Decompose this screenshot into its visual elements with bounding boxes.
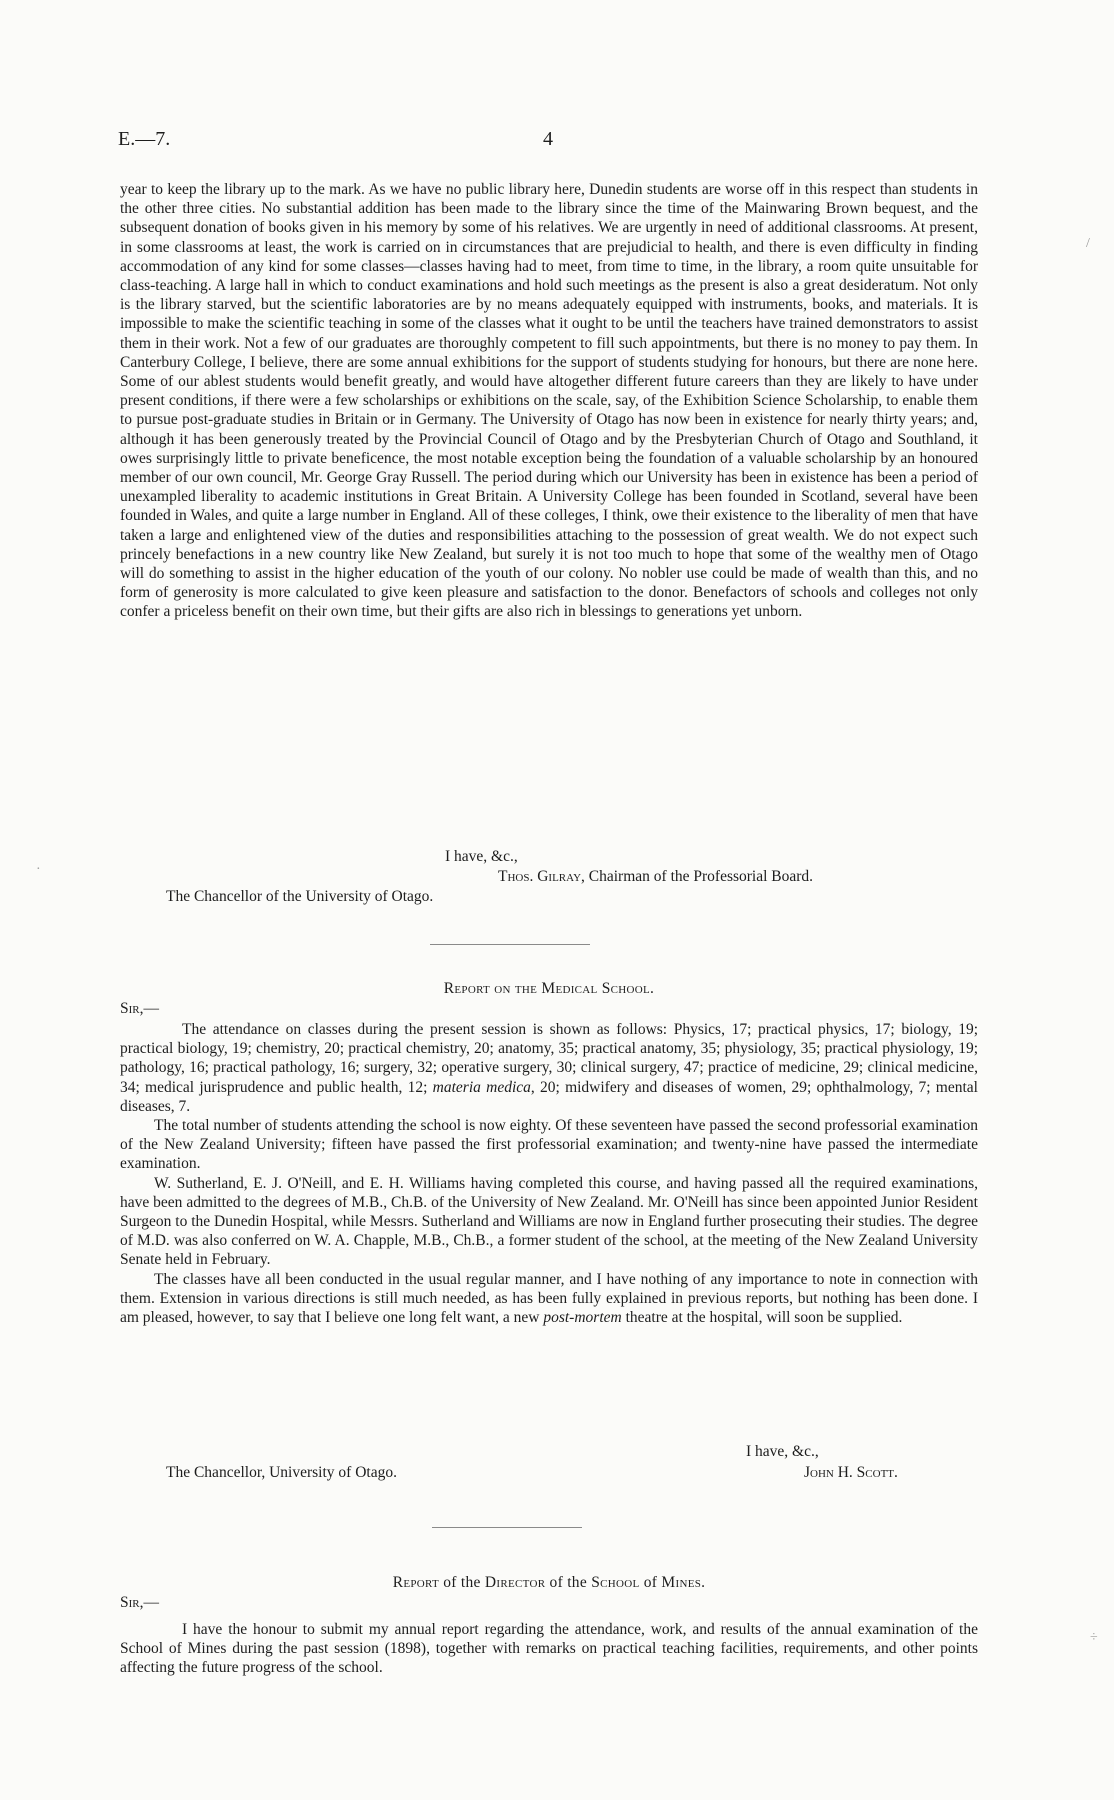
page-number: 4 bbox=[543, 128, 553, 150]
medical-paragraph-students: The total number of students attending the school is now eighty. Of these seventeen have passed the second professorial examination of the New Zealand University; fifteen have passed the first professorial examination; and twenty-nine have passed the intermediate examination. bbox=[120, 1117, 978, 1173]
letter-addressee: The Chancellor of the University of Otago. bbox=[166, 888, 434, 905]
letter-closing: I have, &c., bbox=[445, 848, 518, 865]
signature-title: , Chairman of the Professorial Board. bbox=[581, 868, 814, 885]
heading-of-2: of the bbox=[545, 1574, 592, 1591]
letter-body bbox=[120, 180, 978, 622]
attendance-text: The attendance on classes during the present session is shown as follows: Physics, 17; practical physics, 17; biology, 19; practical biology, 19; chemistry, 20; practical chemistry, 20; anatomy, 35; practical anatomy, 35; physiology, 35; practical physiology, 19; pathology, 16; practical pathology, 16; surgery, 32; operative surgery, 30; clinical surgery, 47; practice of medicine, 29; clinical medicine, 34; medical jurisprudence and public health, 12; bbox=[120, 1021, 978, 1096]
medical-report-heading: Report on the Medical School. bbox=[443, 980, 655, 997]
classes-text: The classes have all been conducted in the usual regular manner, and I have nothing of any importance to note in connection with them. Extension in various directions is still much needed, as has been fully explained in previous reports, but nothing has been done. I am pleased, however, to say that I believe one long felt want, a new bbox=[120, 1270, 978, 1327]
section-divider-2 bbox=[432, 1527, 582, 1528]
mines-report-heading bbox=[120, 1574, 978, 1592]
medical-closing: I have, &c., bbox=[746, 1443, 819, 1460]
heading-report: Report bbox=[392, 1574, 440, 1591]
heading-of-3: of bbox=[639, 1574, 662, 1591]
medical-report-body bbox=[120, 1020, 978, 1327]
medical-paragraph-graduates: W. Sutherland, E. J. O'Neill, and E. H. Williams having completed this course, and having passed all the required examinations, have been admitted to the degrees of M.B., Ch.B. of the University of New Zealand. Mr. O'Neill has since been appointed Junior Resident Surgeon to the Dunedin Hospital, while Messrs. Sutherland and Williams are now in England further prosecuting their studies. The degree of M.D. was also conferred on W. A. Chapple, M.B., Ch.B., a former student of the school, at the meeting of the New Zealand University Senate held in February. bbox=[120, 1174, 978, 1269]
margin-mark: / bbox=[1086, 236, 1090, 251]
letter-paragraph: year to keep the library up to the mark. As we have no public library here, Dunedin students are worse off in this respect than students in the other three cities. No substantial addition has been made to the library since the time of the Mainwaring Brown bequest, and the subsequent donation of books given in his memory by some of his relatives. We are urgently in need of additional classrooms. At present, in some classrooms at least, the work is carried on in circumstances that are prejudicial to health, and there is even difficulty in finding accommodation of any kind for some classes—classes having had to meet, from time to time, in the library, a room quite unsuitable for class-teaching. A large hall in which to conduct examinations and hold such meetings as the present is also a great desideratum. Not only is the library starved, but the scientific laboratories are by no means adequately equipped with instruments, books, and materials. It is impossible to make the scientific teaching in some of the classes what it ought to be until the teachers have trained demonstrators to assist them in their work. Not a few of our graduates are thoroughly competent to fill such appointments, but there is no money to pay them. In Canterbury College, I believe, there are some annual exhibitions for the support of students studying for honours, but there are none here. Some of our ablest students would benefit greatly, and would have altogether different future careers than they are likely to have under present conditions, if there were a few scholarships or exhibitions on the scale, say, of the Exhibition Science Scholarship, to enable them to pursue post-graduate studies in Britain or in Germany. The University of Otago has now been in existence for nearly thirty years; and, although it has been generously treated by the Provincial Council of Otago and by the Presbyterian Church of Otago and Southland, it owes surprisingly little to private beneficence, the most notable exception being the foundation of a valuable scholarship by an honoured member of our own council, Mr. George Gray Russell. The period during which our University has been in existence has been a period of unexampled liberality to academic institutions in Great Britain. A University College has been founded in Scotland, several have been founded in Wales, and quite a large number in England. All of these colleges, I think, owe their existence to the liberality of men that have taken a large and enlightened view of the duties and responsibilities attaching to the possession of great wealth. We do not expect such princely benefactions in a new country like New Zealand, but surely it is not too much to hope that some of the wealthy men of Otago will do something to assist in the higher education of the youth of our colony. No nobler use could be made of wealth than this, and no form of generosity is more calculated to give keen pleasure and satisfaction to the donor. Benefactors of schools and colleges not only confer a priceless benefit on their own time, but their gifts are also rich in blessings to generations yet unborn. bbox=[120, 181, 978, 621]
mines-report-body bbox=[120, 1620, 978, 1678]
signature-initial: Thos. bbox=[498, 868, 534, 885]
medical-paragraph-classes bbox=[120, 1270, 978, 1328]
attendance-italic: materia medica bbox=[432, 1078, 531, 1096]
document-reference: E.—7. bbox=[118, 128, 171, 150]
mines-salutation: Sir,— bbox=[120, 1594, 159, 1611]
signature-name: Gilray bbox=[537, 868, 582, 885]
page-header bbox=[118, 128, 978, 158]
medical-salutation: Sir,— bbox=[120, 1000, 159, 1017]
margin-mark: ÷ bbox=[1090, 1630, 1098, 1645]
attendance-text-end: , 20; midwifery and diseases of women, 29; ophthalmology, 7; mental diseases, 7. bbox=[120, 1078, 978, 1115]
mines-paragraph-intro: I have the honour to submit my annual report regarding the attendance, work, and results of the annual examination of the School of Mines during the past session (1898), together with remarks on practical teaching facilities, requirements, and other points affecting the future progress of the school. bbox=[120, 1621, 978, 1677]
heading-of: of the bbox=[439, 1574, 485, 1591]
classes-text-end: theatre at the hospital, will soon be supplied. bbox=[621, 1309, 903, 1327]
medical-signature: John H. Scott. bbox=[804, 1464, 898, 1481]
heading-director: Director bbox=[484, 1574, 546, 1591]
heading-school: School bbox=[591, 1574, 640, 1591]
section-divider bbox=[430, 944, 590, 945]
heading-mines: Mines. bbox=[661, 1574, 706, 1591]
letter-signature bbox=[498, 868, 813, 886]
classes-italic: post-mortem bbox=[543, 1309, 622, 1327]
medical-addressee: The Chancellor, University of Otago. bbox=[166, 1464, 397, 1481]
margin-mark: · bbox=[36, 862, 41, 877]
medical-paragraph-attendance bbox=[120, 1020, 978, 1116]
